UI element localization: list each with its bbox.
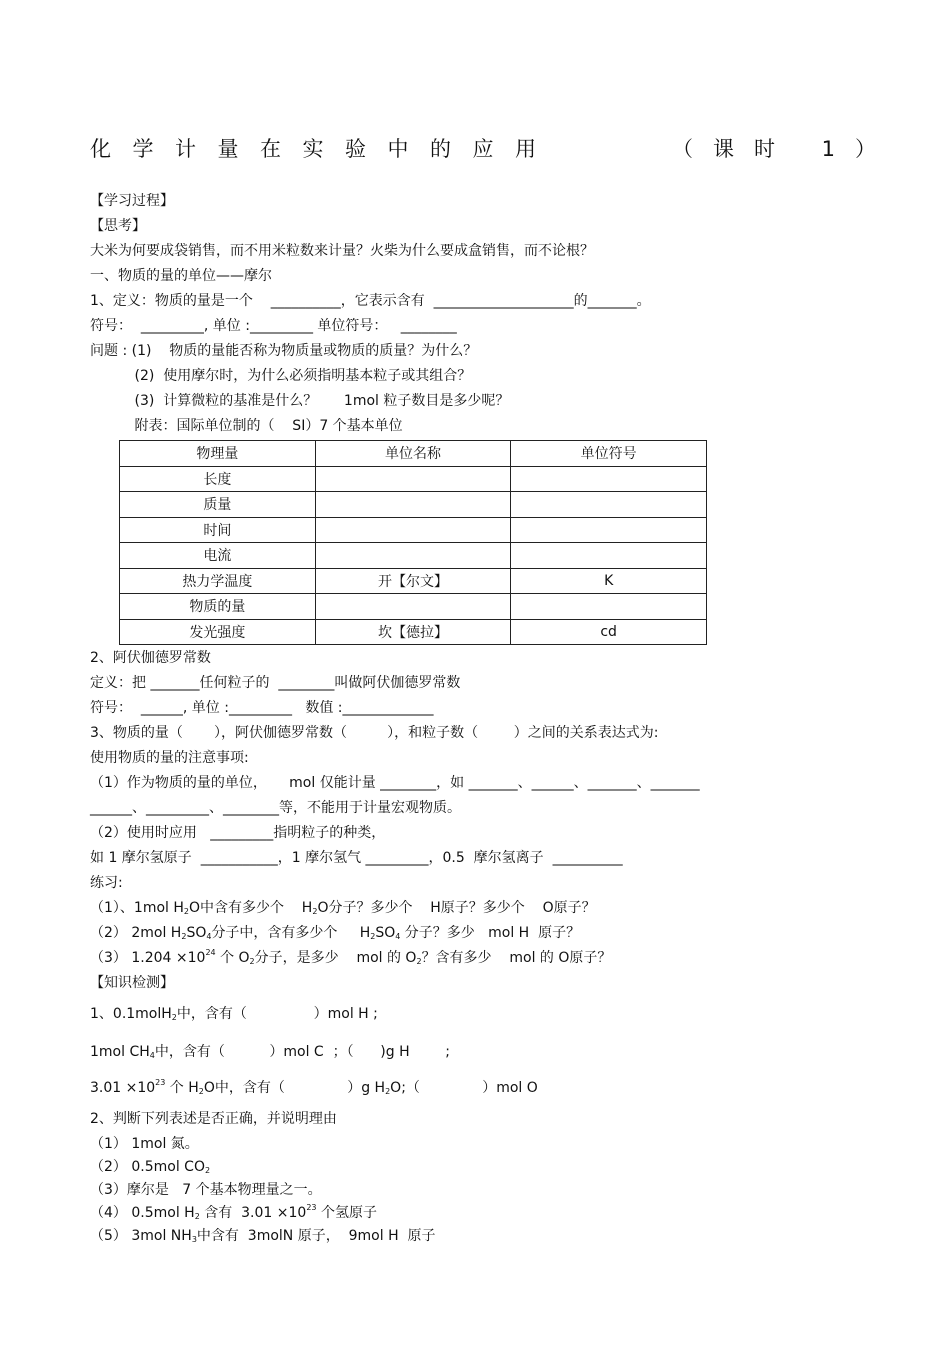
check-2-heading: 2、判断下列表述是否正确，并说明理由 xyxy=(90,1111,337,1127)
practice-1: （1）、1mol $H_2O$中含有多少个 $H_2O$分子？多少个 H原子？多少个 O原子？ xyxy=(90,900,596,916)
check-1a: 1、0.1molH$_2$中，含有（ ）mol H ; xyxy=(90,1006,378,1022)
table-cell: K xyxy=(511,568,707,594)
table-row xyxy=(120,568,707,594)
table-row xyxy=(120,492,707,518)
check-1c: $3.01 \times 10^{23}$ 个 $H_2O$中，含有（ ）g $H_2O$;（ ）mol O xyxy=(90,1078,538,1096)
statement-2: （2） 0.5mol $CO_2$ xyxy=(90,1159,211,1175)
table-row xyxy=(120,594,707,620)
table-cell: cd xyxy=(511,619,707,645)
table-cell: 质量 xyxy=(120,492,316,518)
table-cell xyxy=(511,594,707,620)
table-cell xyxy=(315,594,511,620)
table-row xyxy=(120,619,707,645)
lesson-label: （课时 1） xyxy=(672,137,897,161)
practice-heading: 练习: xyxy=(90,875,123,891)
think-question: 大米为何要成袋销售，而不用米粒数来计量？火柴为什么要成盒销售，而不论根？ xyxy=(90,243,594,259)
table-cell: 物质的量 xyxy=(120,594,316,620)
table-header: 物理量 xyxy=(120,441,316,467)
table-header: 单位符号 xyxy=(511,441,707,467)
table-cell xyxy=(315,492,511,518)
table-cell: 热力学温度 xyxy=(120,568,316,594)
table-header: 单位名称 xyxy=(315,441,511,467)
practice-3: （3） $1.204 \times 10^{24}$ 个 $O_2$分子，是多少 mol 的 $O_2$？含有多少 mol 的 O原子？ xyxy=(90,948,612,966)
heading-mole: 一、物质的量的单位——摩尔 xyxy=(90,268,272,284)
relation-line: 3、物质的量（ ），阿伏伽德罗常数（ ），和粒子数（ ）之间的关系表达式为: xyxy=(90,725,659,741)
avogadro-definition: 定义：把 _______任何粒子的 ________叫做阿伏伽德罗常数 xyxy=(90,675,461,691)
table-cell: 开【尔文】 xyxy=(315,568,511,594)
knowledge-check-heading: 【知识检测】 xyxy=(90,975,174,991)
statement-3: （3）摩尔是 7 个基本物理量之一。 xyxy=(90,1182,322,1198)
page-title: 化学计量在实验中的应用 xyxy=(90,137,558,161)
statement-5: （5） 3mol $NH_3$中含有 3molN 原子， 9mol H 原子 xyxy=(90,1228,436,1244)
table-cell: 发光强度 xyxy=(120,619,316,645)
definition-line: 1、定义：物质的量是一个 __________，它表示含有 ____________________的_______。 xyxy=(90,293,651,309)
table-cell xyxy=(315,517,511,543)
check-1b: 1mol $CH_4$中，含有（ ）mol C ；（ )g H ; xyxy=(90,1044,450,1060)
table-row xyxy=(120,517,707,543)
note-2-examples: 如 1 摩尔氢原子 ___________，1 摩尔氢气 _________，0.5 摩尔氢离子 __________ xyxy=(90,850,623,866)
statement-1: （1） 1mol 氮。 xyxy=(90,1136,199,1152)
practice-2: （2） 2mol $H_2SO_4$分子中，含有多少个 $H_2SO_4$ 分子？多少 mol H 原子？ xyxy=(90,925,581,941)
note-1: （1）作为物质的量的单位， mol 仅能计量 ________，如 _______、______、_______、_______ xyxy=(90,775,700,791)
table-cell xyxy=(315,466,511,492)
table-row xyxy=(120,466,707,492)
si-units-table xyxy=(119,440,707,645)
table-caption: 附表：国际单位制的（ SI）7 个基本单位 xyxy=(90,418,403,434)
table-cell xyxy=(315,543,511,569)
table-cell xyxy=(511,466,707,492)
table-cell xyxy=(511,543,707,569)
question-1: 问题 : (1) 物质的量能否称为物质量或物质的质量？为什么？ xyxy=(90,343,478,359)
notes-heading: 使用物质的量的注意事项: xyxy=(90,750,249,766)
section-think: 【思考】 xyxy=(90,218,146,234)
note-1-continued: ______、_________、________等，不能用于计量宏观物质。 xyxy=(90,800,461,816)
table-cell: 长度 xyxy=(120,466,316,492)
table-row xyxy=(120,543,707,569)
table-cell xyxy=(511,517,707,543)
question-2: (2) 使用摩尔时，为什么必须指明基本粒子或其组合？ xyxy=(90,368,472,384)
question-3: (3) 计算微粒的基准是什么？ 1mol 粒子数目是多少呢？ xyxy=(90,393,510,409)
heading-avogadro: 2、阿伏伽德罗常数 xyxy=(90,650,211,666)
section-learning-process: 【学习过程】 xyxy=(90,193,174,209)
table-header-row xyxy=(120,441,707,467)
table-cell: 时间 xyxy=(120,517,316,543)
symbol-unit-line: 符号： _________, 单位 :_________ 单位符号： ________ xyxy=(90,318,457,334)
note-2: （2）使用时应用 _________指明粒子的种类， xyxy=(90,825,386,841)
avogadro-symbol: 符号： ______, 单位 :_________ 数值 :_____________ xyxy=(90,700,434,716)
table-cell: 坎【德拉】 xyxy=(315,619,511,645)
statement-4: （4） 0.5mol $H_2$ 含有 $3.01 \times 10^{23}$ 个氢原子 xyxy=(90,1203,377,1221)
table-cell: 电流 xyxy=(120,543,316,569)
table-cell xyxy=(511,492,707,518)
